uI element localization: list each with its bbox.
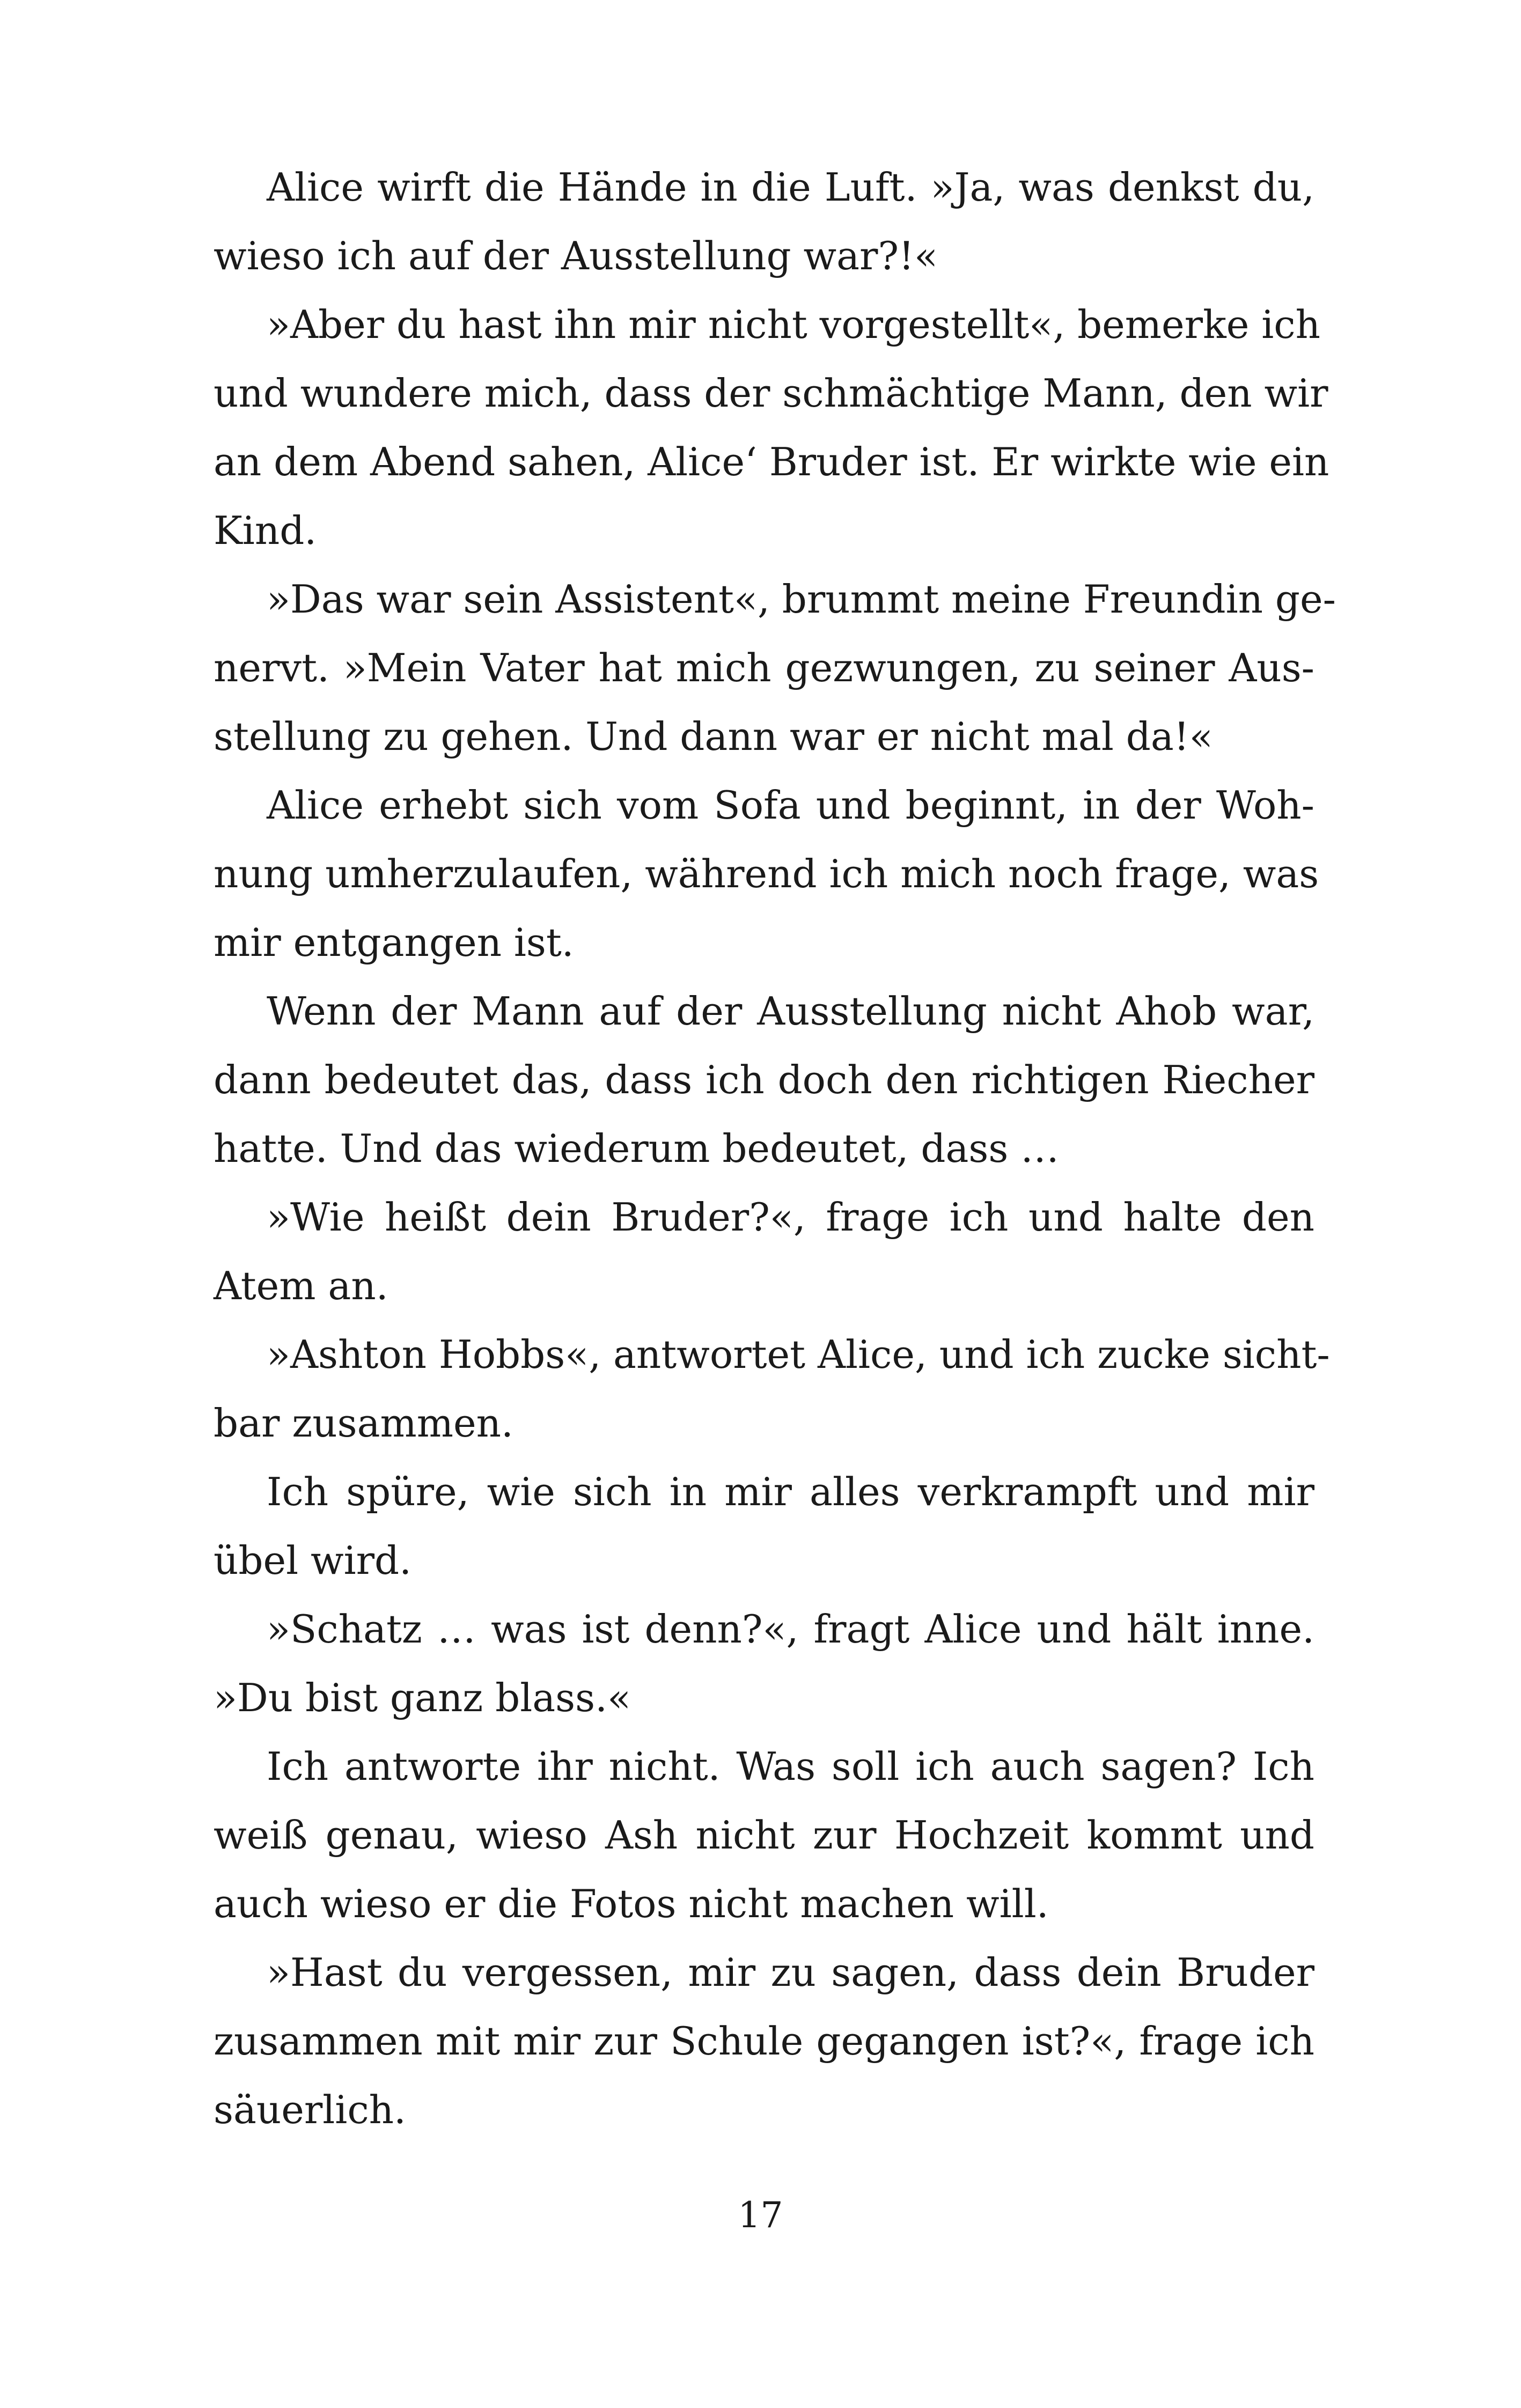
text-line: mir entgangen ist. (214, 920, 574, 965)
text-line: »Schatz … was ist denn?«, fragt Alice und hält inne. (267, 1607, 1314, 1652)
text-line: »Hast du vergessen, mir zu sagen, dass dein Bruder (267, 1950, 1314, 1995)
text-line: »Wie heißt dein Bruder?«, frage ich und halte den (267, 1195, 1314, 1240)
text-line: Kind. (214, 508, 317, 553)
text-line: Wenn der Mann auf der Ausstellung nicht Ahob war, (267, 989, 1314, 1034)
body-text (214, 153, 1336, 2144)
text-line: Alice erhebt sich vom Sofa und beginnt, in der Woh- (267, 783, 1314, 828)
text-line: zusammen mit mir zur Schule gegangen ist?«, frage ich (214, 2019, 1314, 2064)
text-line: stellung zu gehen. Und dann war er nicht mal da!« (214, 714, 1213, 759)
text-line: nung umherzulaufen, während ich mich noch frage, was (214, 851, 1319, 896)
text-line: Ich spüre, wie sich in mir alles verkrampft und mir (267, 1469, 1314, 1514)
text-line: übel wird. (214, 1538, 412, 1583)
text-line: Atem an. (214, 1263, 388, 1308)
text-line: »Du bist ganz blass.« (214, 1675, 631, 1720)
text-line: und wundere mich, dass der schmächtige Mann, den wir (214, 371, 1328, 416)
text-line: nervt. »Mein Vater hat mich gezwungen, zu seiner Aus- (214, 645, 1314, 690)
text-line: dann bedeutet das, dass ich doch den richtigen Riecher (214, 1057, 1314, 1102)
text-line: hatte. Und das wiederum bedeutet, dass … (214, 1126, 1060, 1171)
text-line: Alice wirft die Hände in die Luft. »Ja, was denkst du, (267, 165, 1314, 210)
text-line: auch wieso er die Fotos nicht machen will. (214, 1881, 1049, 1926)
text-line: säuerlich. (214, 2087, 406, 2132)
text-line: bar zusammen. (214, 1401, 513, 1446)
text-line: »Das war sein Assistent«, brummt meine Freundin ge- (267, 577, 1336, 622)
text-line: Ich antworte ihr nicht. Was soll ich auch sagen? Ich (267, 1744, 1314, 1789)
text-line: an dem Abend sahen, Alice‘ Bruder ist. Er wirkte wie ein (214, 439, 1329, 484)
page-number: 17 (738, 2195, 783, 2236)
text-line: weiß genau, wieso Ash nicht zur Hochzeit kommt und (214, 1813, 1314, 1858)
text-line: »Aber du hast ihn mir nicht vorgestellt«, bemerke ich (267, 302, 1320, 347)
text-line: wieso ich auf der Ausstellung war?!« (214, 233, 938, 278)
text-line: »Ashton Hobbs«, antwortet Alice, und ich zucke sicht- (267, 1332, 1330, 1377)
